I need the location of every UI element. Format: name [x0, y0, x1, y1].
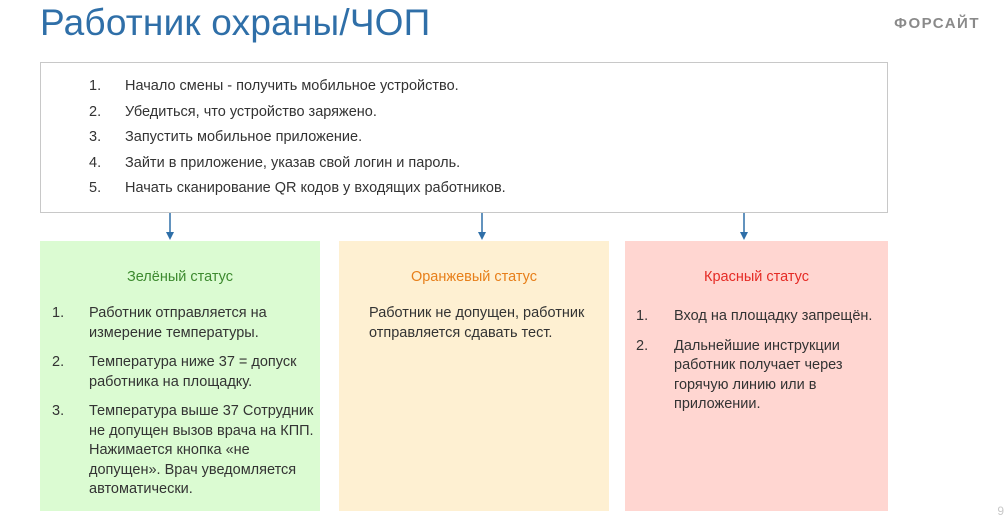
- item-text: Температура выше 37 Сотрудник не допущен вызов врача на КПП. Нажимается кнопка «не допущен». Врач уведомляется автоматически.: [89, 403, 314, 497]
- item-text: Вход на площадку запрещён.: [674, 308, 873, 324]
- orange-status-title: Оранжевый статус: [410, 269, 538, 285]
- item-number: 2.: [52, 354, 65, 370]
- red-status-card: [625, 241, 888, 511]
- green-status-card: [40, 241, 320, 511]
- step-text: Зайти в приложение, указав свой логин и пароль.: [125, 154, 461, 171]
- red-status-title: Красный статус: [704, 269, 809, 285]
- step-number: 2.: [89, 103, 102, 120]
- list-item: [40, 304, 320, 343]
- forsight-logo: ФОРСАЙТ: [894, 15, 980, 32]
- red-status-list: [625, 307, 888, 425]
- step-number: 1.: [89, 78, 102, 94]
- step-number: 5.: [89, 180, 102, 196]
- item-text: Работник отправляется на измерение температуры.: [89, 305, 267, 341]
- list-item: [625, 307, 888, 327]
- arrow-down-icon: [739, 213, 749, 240]
- orange-status-text: Работник не допущен, работник отправляется сдавать тест.: [369, 305, 585, 341]
- step-text: Начало смены - получить мобильное устройство.: [125, 78, 459, 94]
- step-text: Убедиться, что устройство заряжено.: [125, 103, 377, 120]
- orange-status-card: [339, 241, 609, 511]
- page-number: 9: [997, 504, 1004, 518]
- arrow-down-icon: [477, 213, 487, 240]
- item-number: 1.: [52, 305, 65, 321]
- item-text: Дальнейшие инструкции работник получает через горячую линию или в приложении.: [674, 337, 843, 412]
- item-number: 1.: [636, 308, 649, 324]
- item-number: 2.: [636, 337, 649, 354]
- steps-box: [40, 62, 888, 213]
- item-text: Температура ниже 37 = допуск работника на площадку.: [89, 354, 297, 390]
- step-text: Начать сканирование QR кодов у входящих работников.: [125, 180, 506, 196]
- list-item: [40, 402, 320, 500]
- step-number: 3.: [89, 129, 102, 145]
- green-status-list: [40, 304, 320, 510]
- step-number: 4.: [89, 154, 102, 171]
- step-text: Запустить мобильное приложение.: [125, 129, 363, 145]
- list-item: [40, 353, 320, 392]
- green-status-title: Зелёный статус: [126, 269, 234, 285]
- item-number: 3.: [52, 403, 65, 419]
- arrow-down-icon: [165, 213, 175, 240]
- slide-title: Работник охраны/ЧОП: [40, 2, 431, 43]
- list-item: [625, 337, 888, 415]
